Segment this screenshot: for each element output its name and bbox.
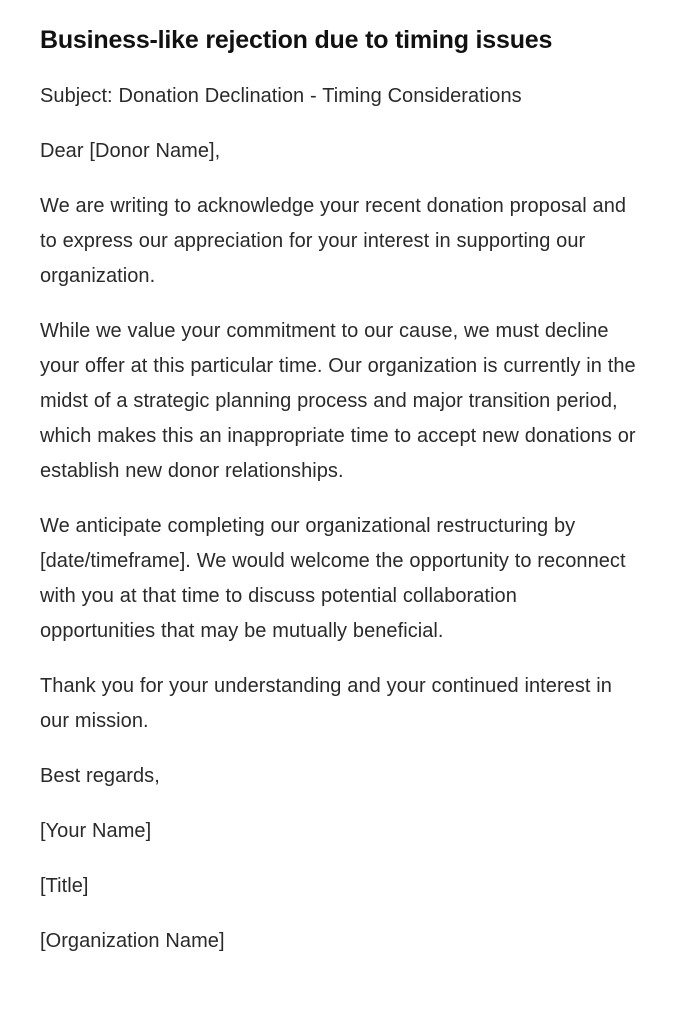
- letter-signature-title: [Title]: [40, 875, 89, 897]
- letter-paragraph-future: We anticipate completing our organizational restructuring by [date/timeframe]. We would welcome the opportunity to reconnect with you at that time to discuss potential collaboration opportunities that may be mutually beneficial.: [40, 515, 626, 642]
- letter-article: [40, 24, 636, 959]
- letter-closing: Best regards,: [40, 765, 160, 787]
- letter-subject-line: Subject: Donation Declination - Timing Considerations: [40, 85, 522, 107]
- letter-paragraph-opening: We are writing to acknowledge your recent donation proposal and to express our appreciation for your interest in supporting our organization.: [40, 195, 627, 287]
- letter-signature-name: [Your Name]: [40, 820, 152, 842]
- letter-salutation: Dear [Donor Name],: [40, 140, 221, 162]
- letter-paragraph-decline: While we value your commitment to our cause, we must decline your offer at this particular time. Our organization is currently in the midst of a strategic planning process and major transition period, which makes this an inappropriate time to accept new donations or establish new donor relationships.: [40, 320, 636, 482]
- letter-signature-org: [Organization Name]: [40, 930, 225, 952]
- letter-body: [40, 79, 636, 959]
- letter-paragraph-thanks: Thank you for your understanding and your continued interest in our mission.: [40, 675, 612, 732]
- page-title: Business-like rejection due to timing issues: [40, 26, 553, 54]
